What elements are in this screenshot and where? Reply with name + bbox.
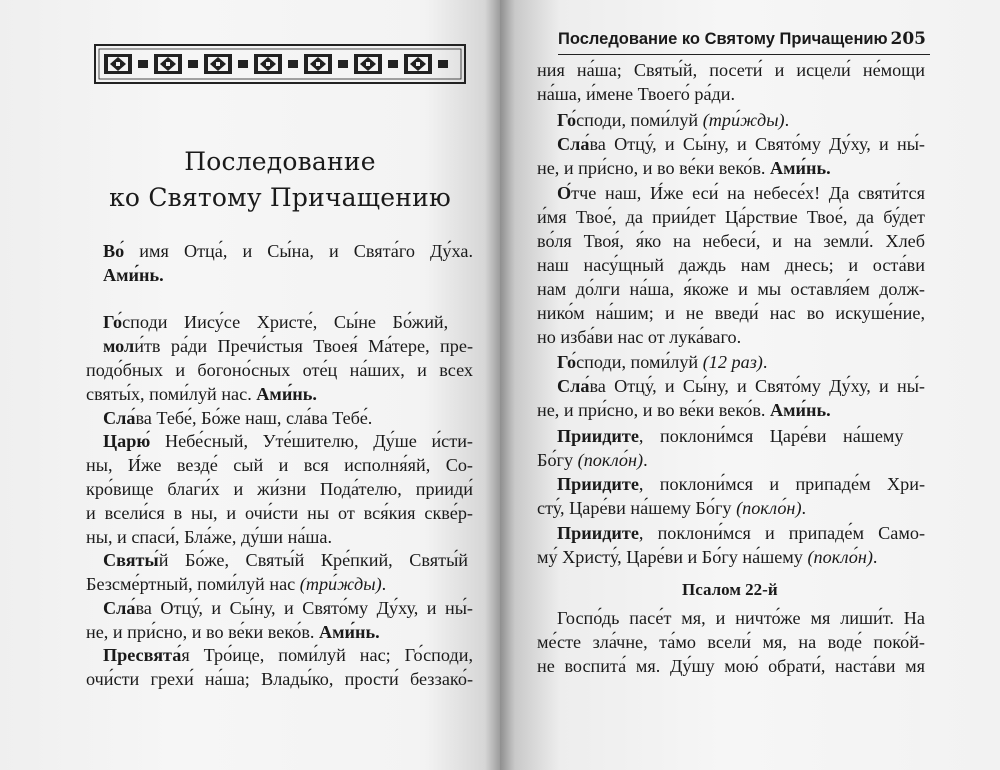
text-line [103, 643, 473, 667]
text-segment: ́тче наш, И́же еси́ на небесе́х! Да святи́тся [571, 183, 925, 203]
text-line [537, 58, 925, 82]
text-segment: Бо́гу [537, 450, 578, 470]
text-segment: и́мя Твое́, да прии́дет Ца́рствие Твое́, да бу́дет [537, 207, 925, 227]
text-line [537, 277, 925, 301]
text-segment: Ами́нь. [319, 622, 380, 642]
text-line [86, 620, 380, 644]
psalm-heading [682, 578, 778, 602]
text-line [86, 477, 473, 501]
text-segment: Сла [103, 598, 136, 618]
text-segment: Госпо́дь пасе́т мя, и ничто́же мя лиши́т. На [557, 608, 925, 628]
text-line [103, 429, 473, 453]
text-segment: Ами́нь. [103, 265, 164, 285]
text-segment: , поклони́мся и припаде́м Хри- [638, 474, 925, 494]
text-segment: Го [557, 352, 577, 372]
text-segment: ́ Небе́сный, Уте́шителю, Ду́ше и́сти- [150, 431, 473, 451]
text-line [537, 325, 741, 349]
text-line [537, 229, 925, 253]
title-line-1: Последование [184, 147, 376, 176]
text-segment: кро́вище благи́х и жи́зни Пода́телю, прииди́ [86, 479, 473, 499]
text-line [537, 301, 925, 325]
text-segment: ны, и спаси́, Бла́же, ду́ши на́ша. [86, 527, 333, 547]
text-segment: Царю [103, 431, 151, 451]
text-segment: Го [103, 312, 123, 332]
text-segment: на́ша, и́мене Твоего́ ра́ди. [537, 84, 736, 104]
text-segment: святы́х, поми́луй нас. [86, 384, 257, 404]
text-line [557, 472, 925, 496]
text-line [537, 253, 925, 277]
text-segment: Сла [557, 134, 590, 154]
text-segment: ́ва Тебе́, Бо́же наш, сла́ва Тебе́. [135, 408, 373, 428]
text-segment: но изба́ви нас от лука́ваго. [537, 327, 742, 347]
text-line [557, 424, 904, 448]
text-line [86, 453, 473, 477]
text-line [86, 525, 332, 549]
text-segment: Пресвята [103, 645, 182, 665]
text-segment: ме́сте зла́чне, та́мо всели́ мя, на воде́ поко́й- [537, 632, 925, 652]
text-segment: ́й Бо́же, Святы́й Кре́пкий, Святы́й [158, 550, 469, 570]
text-segment: ния на́ша; Святы́й, посети́ и исцели́ не́мощи [537, 60, 925, 80]
text-segment: и всели́ся в ны, и очи́сти ны от вся́кия скве́р- [86, 503, 473, 523]
text-line [103, 239, 473, 263]
running-head [558, 28, 930, 55]
text-line [103, 310, 448, 334]
text-segment: Приидите [557, 523, 639, 543]
text-segment: . [872, 547, 878, 567]
text-line [557, 606, 925, 630]
text-segment: очи́сти грехи́ на́ша; Влады́ко, прости́ беззако́- [86, 669, 473, 689]
text-line [86, 382, 317, 406]
text-segment: не, и при́сно, и во ве́ки веко́в. [537, 158, 771, 178]
text-segment: Сла [557, 376, 590, 396]
text-line [537, 205, 925, 229]
text-segment: (12 раз) [702, 352, 763, 372]
text-segment: ́ва Отцу́, и Сы́ну, и Свято́му Ду́ху, и ны́- [589, 376, 925, 396]
text-segment: сту́, Царе́ви на́шему Бо́гу [537, 498, 737, 518]
text-segment: . [643, 450, 648, 470]
text-segment: Приидите [557, 426, 639, 446]
text-line [557, 521, 925, 545]
text-segment: Го [557, 110, 577, 130]
text-segment: Ами́нь. [770, 158, 831, 178]
text-segment: не, и при́сно, и во ве́ки веко́в. [86, 622, 320, 642]
text-line [557, 132, 925, 156]
text-segment: ́ва Отцу́, и Сы́ну, и Свято́му Ду́ху, и ны́- [589, 134, 925, 154]
text-segment: (три́жды) [299, 574, 382, 594]
text-segment: (три́жды) [702, 110, 785, 130]
text-segment: ́споди, поми́луй [576, 110, 703, 130]
text-segment: подо́бных и богоно́сных оте́ц на́ших, и всех [86, 360, 473, 380]
text-segment: ́споди, поми́луй [576, 352, 703, 372]
text-segment: Сла [103, 408, 136, 428]
text-segment: и́тв ра́ди Пречи́стыя Твоея́ Ма́тере, пре- [134, 336, 473, 356]
text-segment: ́я Тро́ице, поми́луй нас; Го́споди, [181, 645, 473, 665]
text-segment: Приидите [557, 474, 639, 494]
text-line [537, 398, 831, 422]
text-line [103, 334, 473, 358]
title-line-2: ко Святому Причащению [109, 183, 451, 212]
text-line [103, 596, 473, 620]
text-line [103, 548, 468, 572]
text-line [537, 654, 925, 678]
right-page [500, 0, 1000, 770]
text-segment: . [784, 110, 790, 130]
text-segment: мол [103, 336, 135, 356]
text-line [537, 82, 735, 106]
text-segment: не воспита́ мя. Ду́шу мою́ обрати́, наста́ви мя [537, 656, 925, 676]
text-segment: Ами́нь. [770, 400, 831, 420]
text-line [557, 350, 767, 374]
text-segment: Ами́нь. [256, 384, 317, 404]
text-line [537, 496, 806, 520]
text-segment: Во [103, 241, 125, 261]
text-line [557, 181, 925, 205]
text-line [537, 630, 925, 654]
text-line [537, 448, 648, 472]
text-segment: ́ имя Отца́, и Сы́на, и Свята́го Ду́ха. [124, 241, 473, 261]
text-segment: , поклони́мся и припаде́м Само- [638, 523, 925, 543]
running-title: Последование ко Святому Причащению [558, 30, 888, 48]
text-segment: не, и при́сно, и во ве́ки веко́в. [537, 400, 771, 420]
text-line [537, 545, 877, 569]
text-segment: нико́м на́шим; и не введи́ нас во искуше́ние, [537, 303, 925, 323]
text-segment: (покло́н) [807, 547, 873, 567]
text-segment: Безсме́ртный, поми́луй нас [86, 574, 300, 594]
text-line [557, 374, 925, 398]
text-segment: Псалом 22-й [682, 580, 778, 599]
text-line [86, 501, 473, 525]
text-segment: нам до́лги на́ша, я́коже и мы оставля́ем долж- [537, 279, 925, 299]
page-number: 205 [890, 29, 926, 49]
text-line [537, 156, 831, 180]
text-segment: ны, И́же везде́ сый и вся исполня́яй, Со- [86, 455, 473, 475]
text-segment: . [801, 498, 807, 518]
text-segment: (покло́н) [577, 450, 644, 470]
text-segment: Святы [103, 550, 159, 570]
text-segment: ́ва Отцу́, и Сы́ну, и Свято́му Ду́ху, и ны́- [135, 598, 473, 618]
text-segment: наш насу́щный даждь нам днесь; и оста́ви [537, 255, 925, 275]
text-segment: во́ля Твоя́, я́ко на небеси́, и на земли́. Хлеб [537, 231, 925, 251]
text-segment: О [557, 183, 572, 203]
text-line [86, 572, 386, 596]
text-segment: му́ Христу́, Царе́ви и Бо́гу на́шему [537, 547, 808, 567]
ornamental-border [94, 44, 466, 84]
text-segment: (покло́н) [736, 498, 802, 518]
text-line [557, 108, 789, 132]
text-segment: . [762, 352, 768, 372]
text-line [103, 263, 164, 287]
text-segment: , поклони́мся Царе́ви на́шему [638, 426, 904, 446]
text-line [103, 406, 372, 430]
text-line [86, 358, 473, 382]
text-segment: . [381, 574, 387, 594]
text-segment: ́споди Иису́се Христе́, Сы́не Бо́жий, [122, 312, 449, 332]
text-line [86, 667, 473, 691]
